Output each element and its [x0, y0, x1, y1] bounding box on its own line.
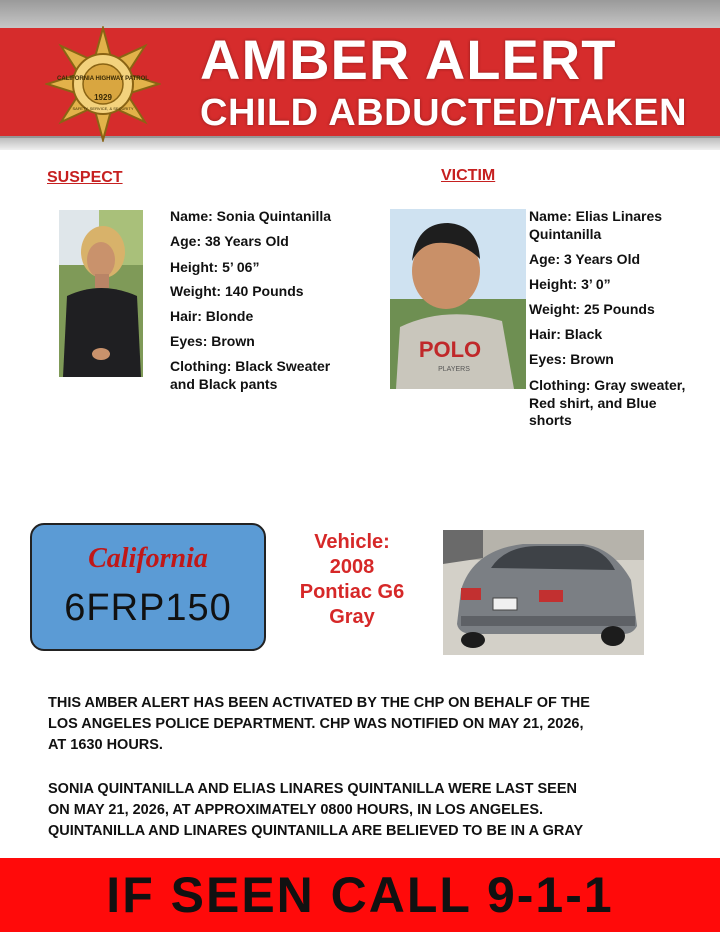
vehicle-label: Vehicle: — [314, 531, 390, 553]
suspect-weight: Weight: 140 Pounds — [170, 283, 304, 299]
vehicle-color: Gray — [329, 606, 375, 628]
badge-ring-text: CALIFORNIA HIGHWAY PATROL — [57, 76, 149, 82]
victim-shirt-subtext: PLAYERS — [438, 366, 470, 373]
vehicle-info — [282, 530, 422, 630]
alert-title: AMBER ALERT — [200, 28, 617, 91]
suspect-photo — [59, 210, 143, 377]
activation-line3: AT 1630 HOURS. — [48, 737, 163, 753]
alert-subtitle: CHILD ABDUCTED/TAKEN — [200, 92, 688, 134]
suspect-clothing-line2: and Black pants — [170, 376, 278, 392]
victim-photo — [390, 209, 526, 389]
last-seen-paragraph — [48, 779, 688, 842]
victim-shirt-text: POLO — [418, 337, 482, 362]
suspect-label: SUSPECT — [47, 169, 123, 186]
victim-weight: Weight: 25 Pounds — [529, 301, 655, 317]
victim-clothing-line3: shorts — [529, 412, 572, 428]
victim-label: VICTIM — [441, 167, 496, 184]
victim-clothing-line1: Clothing: Gray sweater, — [529, 377, 686, 393]
last-seen-line3: QUINTANILLA AND LINARES QUINTANILLA ARE BELIEVED TO BE IN A GRAY — [48, 823, 584, 839]
vehicle-model: Pontiac G6 — [299, 581, 405, 603]
suspect-hair: Hair: Blonde — [170, 308, 254, 324]
activation-line2: LOS ANGELES POLICE DEPARTMENT. CHP WAS NOTIFIED ON MAY 21, 2026, — [48, 716, 584, 732]
suspect-clothing-line1: Clothing: Black Sweater — [170, 358, 331, 374]
activation-line1: THIS AMBER ALERT HAS BEEN ACTIVATED BY THE CHP ON BEHALF OF THE — [48, 695, 590, 711]
victim-age: Age: 3 Years Old — [529, 251, 641, 267]
activation-paragraph — [48, 693, 688, 756]
plate-number: 6FRP150 — [64, 587, 232, 629]
suspect-height: Height: 5’ 06” — [170, 259, 260, 275]
call-911-text: IF SEEN CALL 9-1-1 — [106, 867, 614, 923]
victim-hair: Hair: Black — [529, 326, 603, 342]
header-banner — [0, 0, 720, 150]
chp-star-badge-icon — [45, 26, 161, 142]
suspect-age: Age: 38 Years Old — [170, 233, 289, 249]
suspect-eyes: Eyes: Brown — [170, 333, 255, 349]
victim-name-line1: Name: Elias Linares — [529, 208, 663, 224]
vehicle-year: 2008 — [329, 556, 375, 578]
victim-height: Height: 3’ 0” — [529, 276, 611, 292]
suspect-name: Name: Sonia Quintanilla — [170, 208, 332, 224]
last-seen-line1: SONIA QUINTANILLA AND ELIAS LINARES QUINTANILLA WERE LAST SEEN — [48, 781, 577, 797]
vehicle-photo — [443, 530, 644, 655]
victim-eyes: Eyes: Brown — [529, 351, 614, 367]
footer-banner — [0, 858, 720, 932]
badge-year: 1929 — [94, 93, 112, 102]
license-plate — [30, 523, 266, 651]
badge-motto: SAFETY, SERVICE, & SECURITY — [72, 106, 134, 111]
victim-clothing-line2: Red shirt, and Blue — [529, 395, 657, 411]
plate-state: California — [88, 543, 208, 574]
victim-name-line2: Quintanilla — [529, 226, 602, 242]
last-seen-line2: ON MAY 21, 2026, AT APPROXIMATELY 0800 HOURS, IN LOS ANGELES. — [48, 802, 544, 818]
